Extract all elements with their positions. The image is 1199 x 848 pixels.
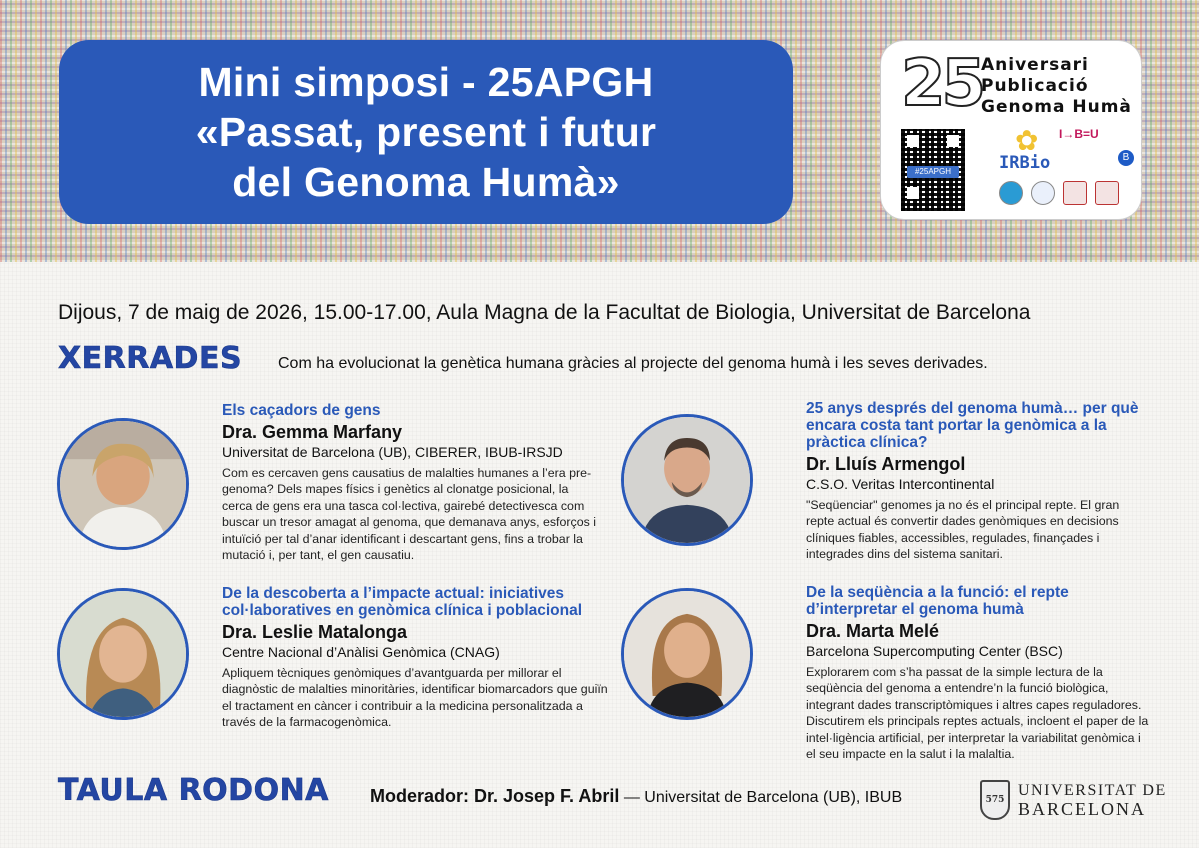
anniversary-logo-panel [880, 40, 1142, 220]
society-seal-logo-icon [1031, 181, 1055, 205]
talk-3-speaker: Dra. Leslie Matalonga [222, 622, 408, 642]
hashtag-label: #25APGH [907, 166, 959, 178]
talk-1-affiliation: Universitat de Barcelona (UB), CIBERER, IBUB-IRSJD [222, 444, 563, 460]
talk-2 [806, 400, 1146, 563]
talk-2-title: 25 anys després del genoma humà… per què encara costa tant portar la genòmica a la pràctica clínica? [806, 400, 1139, 451]
speaker-photo-marfany [57, 418, 189, 550]
talk-4-abstract: Explorarem com s’ha passat de la simple lectura de la seqüència del genoma a entendre’n la funció biològica, integrant dades transcriptòmiques i altres capes reguladores. Discutirem els principals reptes actuals, incloent el paper de la intel·ligència artificial, per interpretar la variabilitat genòmica i el seu impacte en la salut i la malaltia. [806, 665, 1149, 762]
partner-logos [999, 181, 1119, 205]
portrait-icon [60, 421, 186, 547]
portrait-icon [624, 417, 750, 543]
talk-4-affiliation: Barcelona Supercomputing Center (BSC) [806, 643, 1063, 659]
title-box [59, 40, 793, 224]
anniversary-line-1: Aniversari [981, 55, 1089, 75]
ibub-logo-text: I→B=U [1059, 127, 1099, 141]
moderator-name: Moderador: Dr. Josep F. Abril [370, 786, 620, 806]
talk-1-abstract: Com es cercaven gens causatius de malalties humanes a l’era pre-genoma? Dels mapes físics i genètics al clonatge posicional, la cerca de gens era una tasca col·lectiva, gairebé detectivesca com buscar un tresor amagat al genoma, que demanava anys, esforços i intuïció per tal d’anar identificant i descartant gens, fins a trobar la mutació i, per tant, el gen causatiu. [222, 466, 596, 563]
title-line-2: «Passat, present i futur [195, 109, 657, 155]
irbio-flower-icon: ✿ [1015, 125, 1039, 156]
genetics-section-logo-icon [999, 181, 1023, 205]
anniversary-text [981, 55, 1132, 118]
title-line-3: del Genoma Humà» [232, 159, 620, 205]
ibub-logo [1059, 127, 1099, 141]
scb-logo-icon [1063, 181, 1087, 205]
moderator-line [370, 786, 902, 807]
talk-4-speaker: Dra. Marta Melé [806, 621, 940, 641]
event-date-location: Dijous, 7 de maig de 2026, 15.00-17.00, Aula Magna de la Facultat de Biologia, Universitat de Barcelona [58, 301, 1031, 324]
academy-logo-icon [1095, 181, 1119, 205]
irbio-logo: IRBio [999, 153, 1051, 173]
xerrades-heading: XERRADES [58, 341, 243, 376]
talk-3 [222, 585, 612, 731]
ub-logo [980, 780, 1167, 820]
moderator-affiliation: — Universitat de Barcelona (UB), IBUB [619, 789, 903, 806]
taula-rodona-heading: TAULA RODONA [58, 773, 329, 808]
portrait-icon [624, 591, 750, 717]
talk-4 [806, 584, 1151, 762]
talk-2-speaker: Dr. Lluís Armengol [806, 454, 966, 474]
anniversary-line-2: Publicació [981, 76, 1089, 96]
talk-4-title: De la seqüència a la funció: el repte d’interpretar el genoma humà [806, 584, 1069, 618]
ub-seal-icon: 575 [980, 780, 1010, 820]
ub-wordmark-line-1: UNIVERSITAT DE [1018, 782, 1167, 799]
portrait-icon [60, 591, 186, 717]
talk-1-title: Els caçadors de gens [222, 402, 381, 419]
talk-3-abstract: Apliquem tècniques genòmiques d’avantguarda per millorar el diagnòstic de malalties minoritàries, identificar biomarcadors que guiïn el tractament en càncer i contribuir a la medicina personalitzada a través de la farmacogenòmica. [222, 666, 608, 730]
talk-1 [222, 402, 602, 563]
ibub-b-icon: B [1118, 150, 1134, 166]
talk-3-title: De la descoberta a l’impacte actual: iniciatives col·laboratives en genòmica clínica i poblacional [222, 585, 583, 619]
xerrades-subtitle: Com ha evolucionat la genètica humana gràcies al projecte del genoma humà i les seves derivades. [278, 355, 988, 372]
talk-3-affiliation: Centre Nacional d’Anàlisi Genòmica (CNAG) [222, 644, 500, 660]
talk-2-abstract: "Seqüenciar" genomes ja no és el principal repte. El gran repte actual és convertir dades genòmiques en decisions clíniques fiables, accessibles, regulades, finançades i integrades dins del sistema sanitari. [806, 498, 1120, 562]
speaker-photo-mele [621, 588, 753, 720]
talk-1-speaker: Dra. Gemma Marfany [222, 422, 403, 442]
speaker-photo-matalonga [57, 588, 189, 720]
talk-2-affiliation: C.S.O. Veritas Intercontinental [806, 476, 995, 492]
anniversary-line-3: Genoma Humà [981, 97, 1132, 117]
anniversary-number: 25 [901, 47, 983, 121]
speaker-photo-armengol [621, 414, 753, 546]
title-line-1: Mini simposi - 25APGH [198, 59, 654, 105]
ub-wordmark [1018, 782, 1167, 818]
ub-wordmark-line-2: BARCELONA [1018, 799, 1147, 819]
